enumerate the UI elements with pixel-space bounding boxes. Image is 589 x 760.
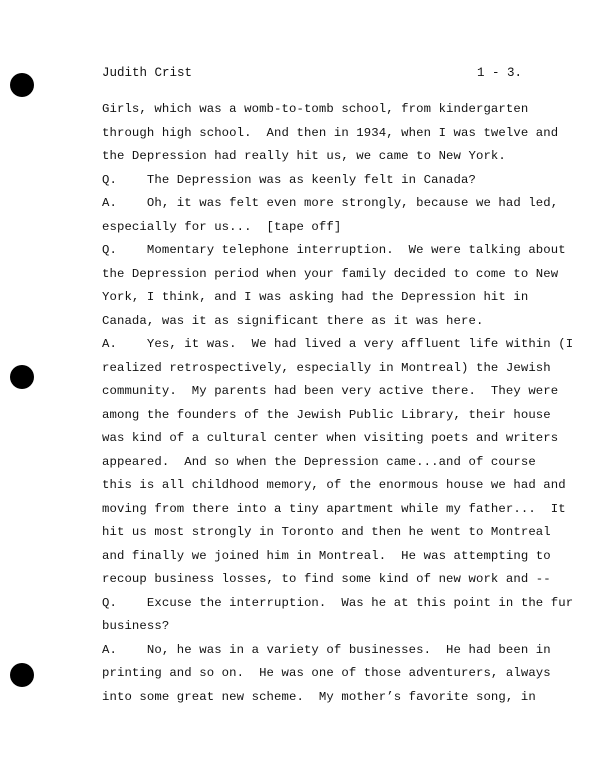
text-line: Canada, was it as significant there as it was here. — [102, 313, 484, 328]
text-line: A. No, he was in a variety of businesses. He had been in — [102, 642, 551, 657]
page-number: 1 - 3. — [477, 66, 523, 80]
text-line: community. My parents had been very active there. They were — [102, 384, 559, 398]
punch-hole — [10, 663, 34, 687]
text-line: A. Yes, it was. We had lived a very affluent life within (I — [102, 337, 574, 351]
text-line: through high school. And then in 1934, when I was twelve and — [102, 125, 559, 140]
punch-hole — [10, 365, 34, 389]
text-line: appeared. And so when the Depression came...and of course — [102, 454, 536, 469]
text-line: this is all childhood memory, of the enormous house we had and — [102, 478, 566, 492]
text-line: Girls, which was a womb-to-tomb school, from kindergarten — [102, 102, 529, 116]
text-line: moving from there into a tiny apartment while my father... It — [102, 501, 566, 516]
text-line: into some great new scheme. My mother’s favorite song, in — [102, 689, 536, 704]
text-line: the Depression had really hit us, we came to New York. — [102, 149, 506, 163]
text-line: the Depression period when your family decided to come to New — [102, 266, 559, 281]
text-line: hit us most strongly in Toronto and then he went to Montreal — [102, 525, 551, 539]
text-line: recoup business losses, to find some kind of new work and -- — [102, 572, 551, 586]
text-line: Q. Momentary telephone interruption. We were talking about — [102, 243, 566, 257]
text-line: York, I think, and I was asking had the Depression hit in — [102, 290, 529, 304]
text-line: Q. Excuse the interruption. Was he at this point in the fur — [102, 595, 574, 610]
punch-hole — [10, 73, 34, 97]
transcript-body — [102, 98, 574, 709]
text-line: A. Oh, it was felt even more strongly, because we had led, — [102, 196, 559, 210]
text-line: among the founders of the Jewish Public Library, their house — [102, 407, 551, 422]
text-line: realized retrospectively, especially in Montreal) the Jewish — [102, 360, 551, 375]
text-line: and finally we joined him in Montreal. He was attempting to — [102, 548, 551, 563]
text-line: was kind of a cultural center when visiting poets and writers — [102, 431, 559, 445]
text-line: business? — [102, 619, 170, 633]
text-line: especially for us... [tape off] — [102, 219, 342, 234]
text-line: printing and so on. He was one of those adventurers, always — [102, 666, 551, 680]
header-name: Judith Crist — [102, 66, 193, 80]
text-line: Q. The Depression was as keenly felt in Canada? — [102, 172, 476, 187]
